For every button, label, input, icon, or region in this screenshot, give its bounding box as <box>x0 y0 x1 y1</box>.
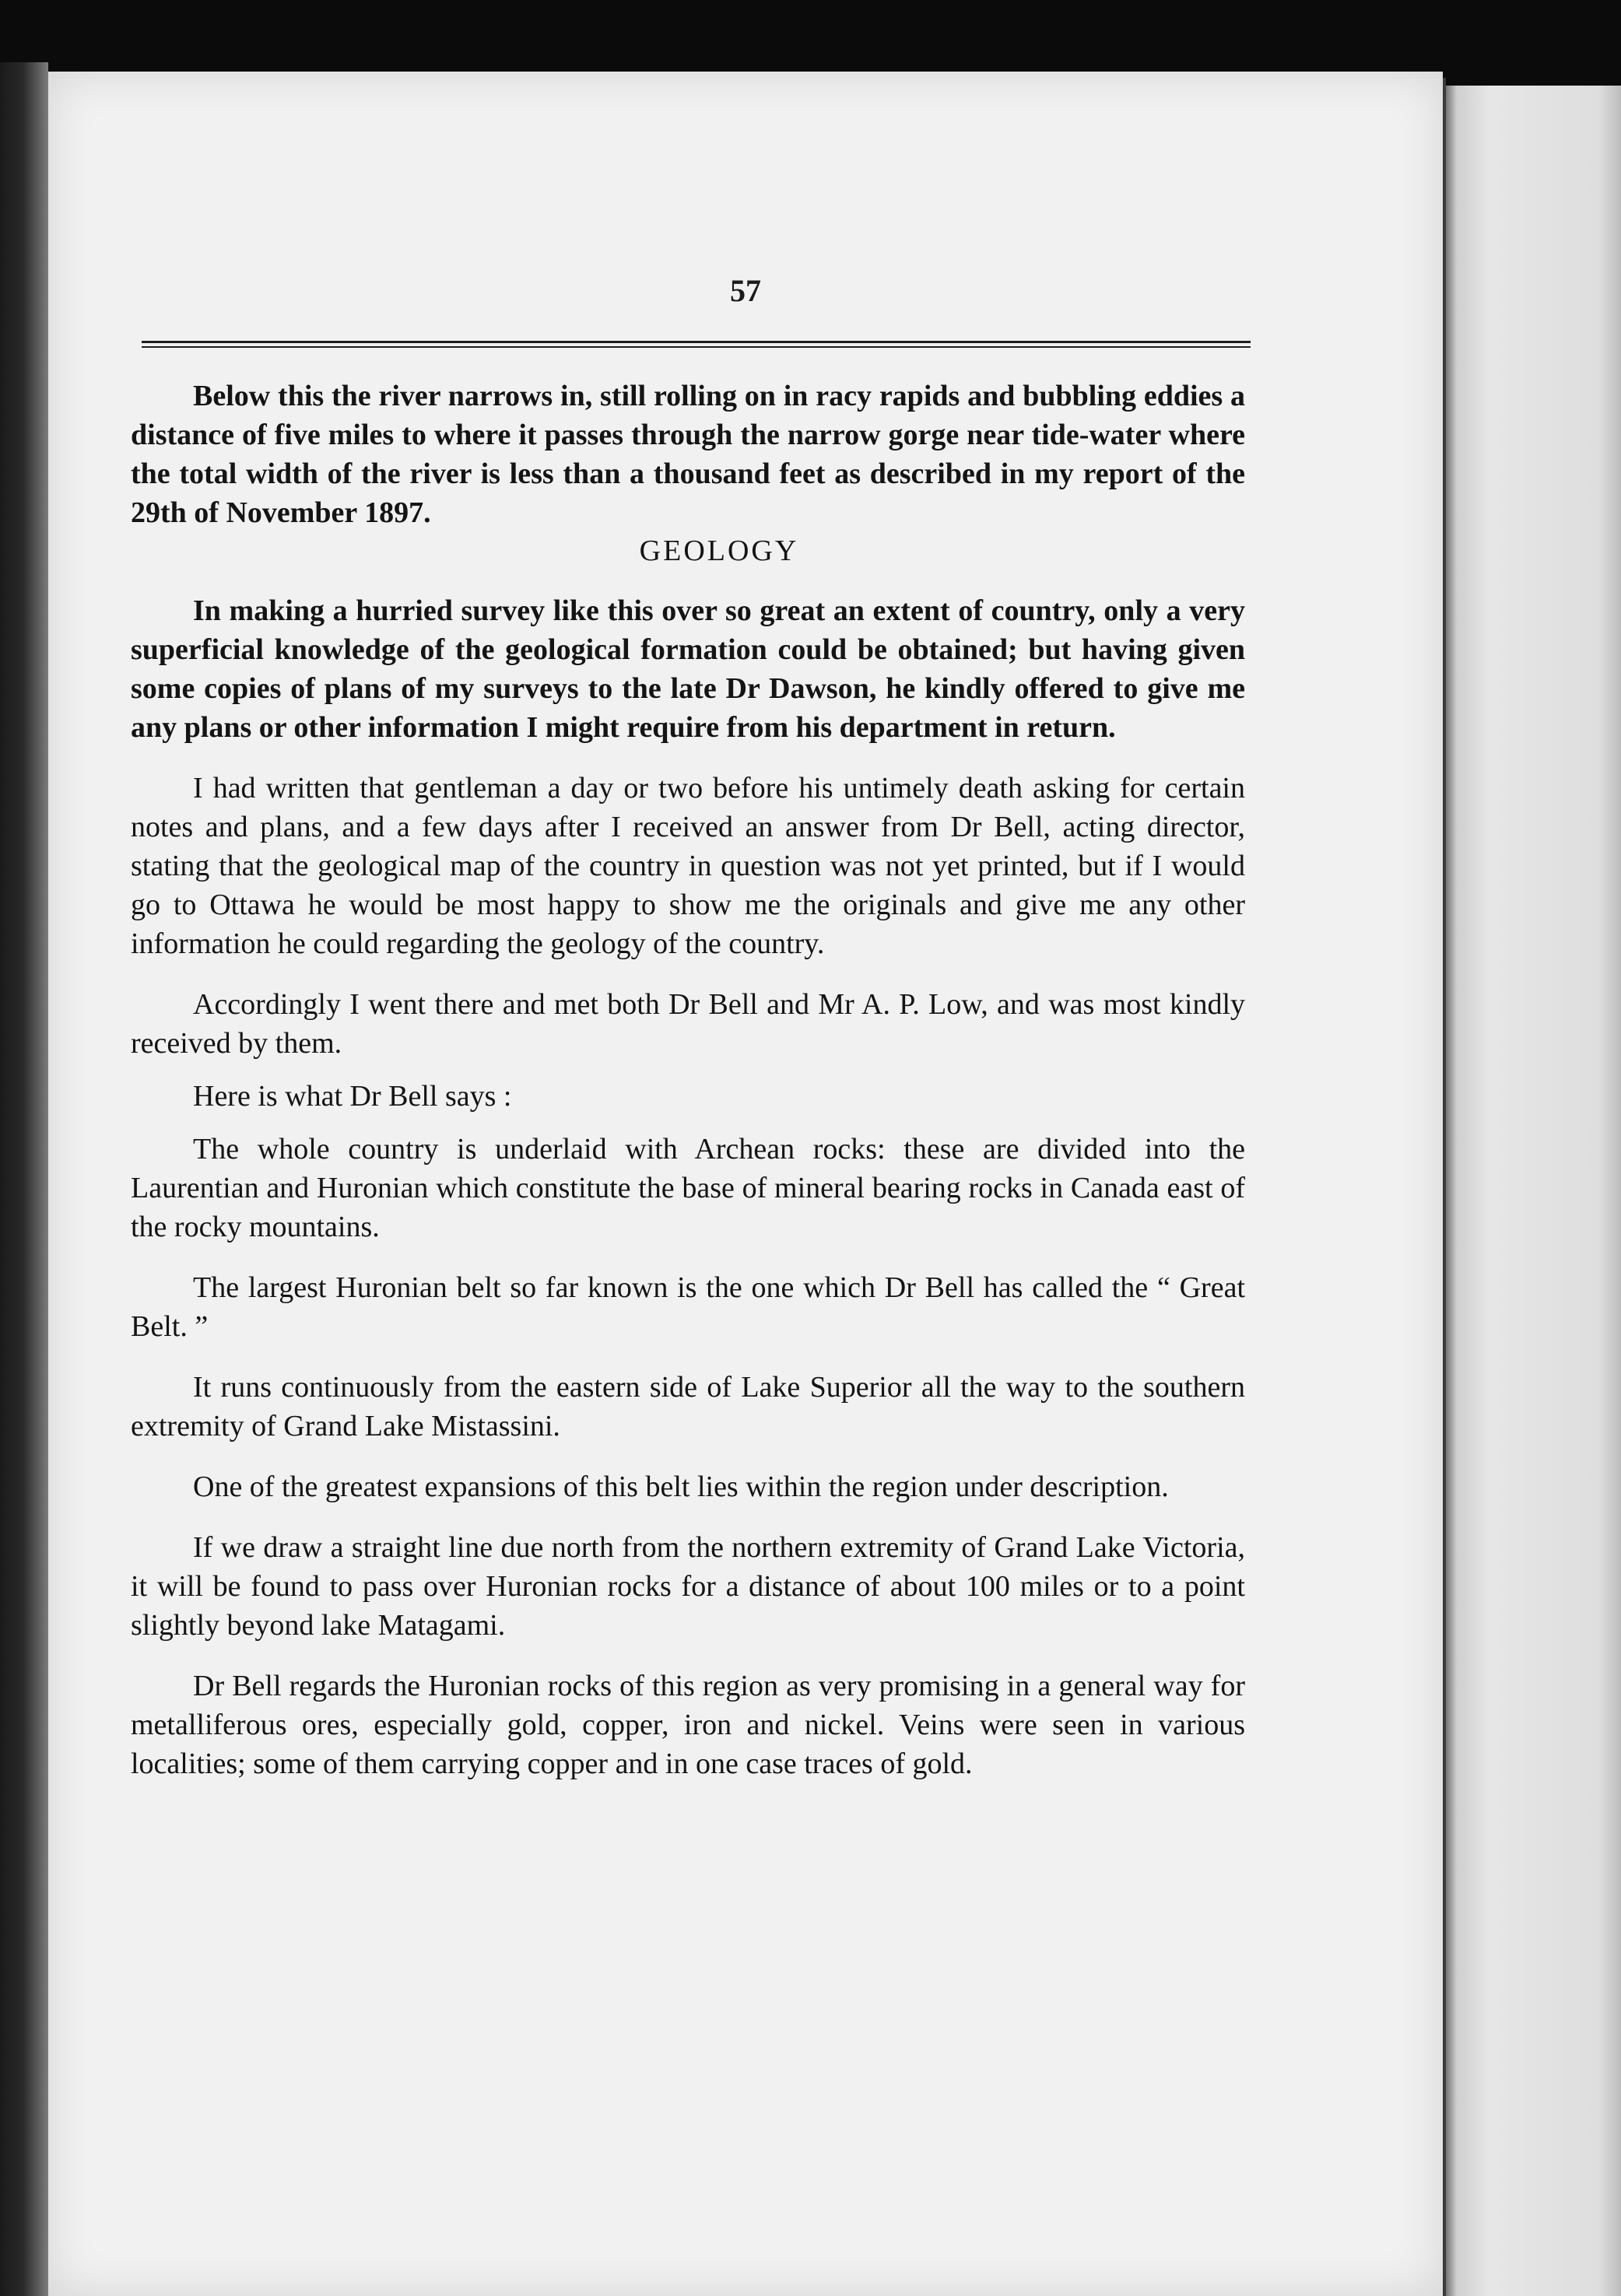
facing-page-edge <box>0 62 48 2296</box>
header-rule-thick <box>142 341 1251 343</box>
paragraph-went-ottawa: Accordingly I went there and met both Dr Bell and Mr A. P. Low, and was most kindly received by them. <box>131 988 1245 1060</box>
paragraph-expansions: One of the greatest expansions of this belt lies within the region under description. <box>193 1470 1169 1503</box>
next-page-edge <box>1443 86 1621 2296</box>
section-heading-geology: GEOLOGY <box>639 535 799 567</box>
paragraph-dr-bell-says: Here is what Dr Bell says : <box>193 1080 512 1113</box>
paragraph-hurried-survey: In making a hurried survey like this over so great an extent of country, only a very superficial knowledge of the geological formation could be obtained; but having given some copies of plans of my surveys to the late Dr Dawson, he kindly offered to give me any plans or other information I might require from his department in return. <box>131 594 1245 744</box>
page-sheet <box>48 72 1443 2296</box>
paragraph-written-gentleman: I had written that gentleman a day or two before his untimely death asking for certain notes and plans, and a few days after I received an answer from Dr Bell, acting director, stating that the geological map of the country in question was not yet printed, but if I would go to Ottawa he would be most happy to show me the originals and give me any other information he could regarding the geology of the country. <box>131 772 1245 960</box>
paragraph-great-belt: The largest Huronian belt so far known is the one which Dr Bell has called the “ Great Belt. ” <box>131 1271 1245 1343</box>
paragraph-promising-ores: Dr Bell regards the Huronian rocks of this region as very promising in a general way for metalliferous ores, especially gold, copper, iron and nickel. Veins were seen in various localities; some of them carrying copper and in one case traces of gold. <box>131 1670 1245 1780</box>
paragraph-lake-superior: It runs continuously from the eastern side of Lake Superior all the way to the southern extremity of Grand Lake Mistassini. <box>131 1371 1245 1442</box>
paragraph-river-narrows: Below this the river narrows in, still rolling on in racy rapids and bubbling eddies a distance of five miles to where it passes through the narrow gorge near tide-water where the total width of the river is less than a thousand feet as described in my report of the 29th of November 1897. <box>131 380 1245 529</box>
paragraph-straight-line: If we draw a straight line due north from the northern extremity of Grand Lake Victoria, it will be found to pass over Huronian rocks for a distance of about 100 miles or to a point slightly beyond lake Matagami. <box>131 1531 1245 1642</box>
page-number: 57 <box>730 273 761 308</box>
paragraph-archean-rocks: The whole country is underlaid with Archean rocks: these are divided into the Laurentian and Huronian which constitute the base of mineral bearing rocks in Canada east of the rocky mountains. <box>131 1133 1245 1243</box>
header-rule-thin <box>142 346 1251 348</box>
body-text <box>131 377 1245 1783</box>
